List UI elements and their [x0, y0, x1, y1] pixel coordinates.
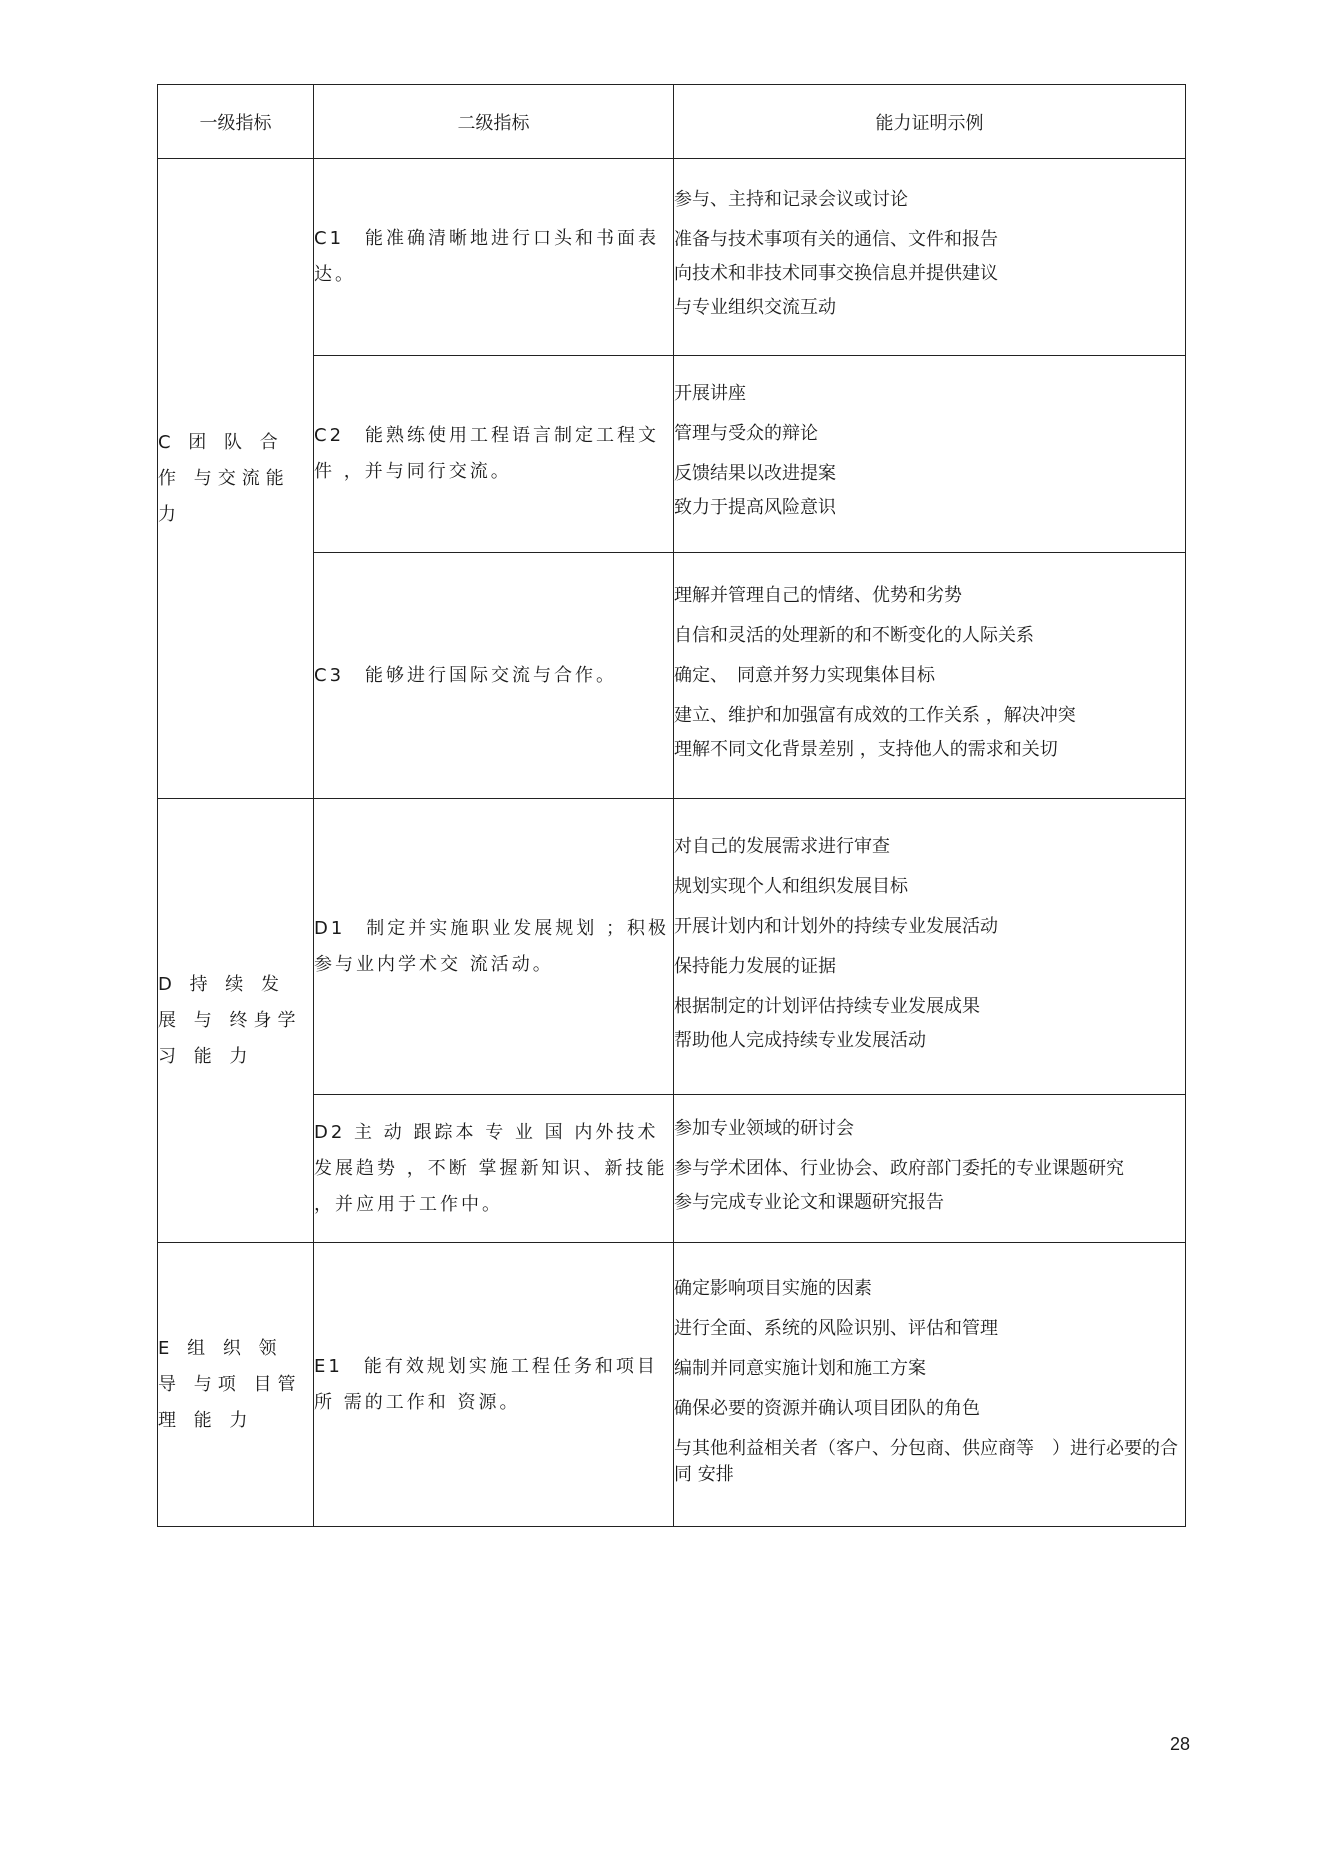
example-line: 致力于提高风险意识 — [674, 497, 836, 518]
table-row — [158, 159, 1186, 356]
example-line: 建立、维护和加强富有成效的工作关系 ，解决冲突 — [674, 704, 1076, 726]
level2-cell-d1: D1 制定并实施职业发展规划 ；积极参与业内学术交 流活动。 — [314, 799, 674, 1095]
level2-cell-c1: C1 能准确清晰地进行口头和书面表达。 — [314, 159, 674, 356]
example-line: 理解不同文化背景差别 ，支持他人的需求和关切 — [674, 738, 1058, 760]
table-header-row — [158, 85, 1186, 159]
example-line: 向技术和非技术同事交换信息并提供建议 — [674, 263, 998, 284]
example-line: 规划实现个人和组织发展目标 — [674, 875, 908, 897]
example-line: 确保必要的资源并确认项目团队的角色 — [674, 1397, 980, 1419]
example-line: 自信和灵活的处理新的和不断变化的人际关系 — [674, 624, 1034, 646]
examples-cell-d2 — [674, 1095, 1186, 1243]
example-line: 编制并同意实施计划和施工方案 — [674, 1357, 926, 1379]
example-line: 开展讲座 — [674, 383, 746, 404]
example-line: 参与学术团体、行业协会、政府部门委托的专业课题研究 — [674, 1157, 1124, 1179]
level2-cell-e1: E1 能有效规划实施工程任务和项目所 需的工作和 资源。 — [314, 1243, 674, 1527]
example-line: 理解并管理自己的情绪、优势和劣势 — [674, 584, 962, 606]
examples-cell-d1 — [674, 799, 1186, 1095]
example-line: 准备与技术事项有关的通信、文件和报告 — [674, 229, 998, 250]
table-row — [158, 799, 1186, 1095]
example-line: 与其他利益相关者（客户、分包商、供应商等 ）进行必要的合同 安排 — [674, 1437, 1178, 1485]
level2-cell-d2: D2 主 动 跟踪本 专 业 国 内外技术发展趋势 ，不断 掌握新知识、新技能 ，并应用于工作中。 — [314, 1095, 674, 1243]
example-line: 与专业组织交流互动 — [674, 297, 836, 318]
example-line: 确定、 同意并努力实现集体目标 — [674, 664, 935, 686]
header-level2: 二级指标 — [314, 85, 674, 159]
example-line: 保持能力发展的证据 — [674, 955, 836, 977]
examples-cell-c2 — [674, 356, 1186, 553]
example-line: 参与完成专业论文和课题研究报告 — [674, 1191, 944, 1213]
example-line: 根据制定的计划评估持续专业发展成果 — [674, 995, 980, 1017]
table-row — [158, 1243, 1186, 1527]
example-line: 进行全面、系统的风险识别、评估和管理 — [674, 1317, 998, 1339]
example-line: 开展计划内和计划外的持续专业发展活动 — [674, 915, 998, 937]
example-line: 管理与受众的辩论 — [674, 423, 818, 444]
level1-cell-c: C 团 队 合 作 与交流能力 — [158, 159, 314, 799]
page-number: 28 — [1170, 1734, 1191, 1754]
example-line: 对自己的发展需求进行审查 — [674, 835, 890, 857]
level1-cell-e: E 组 织 领 导 与项 目管理 能 力 — [158, 1243, 314, 1527]
example-line: 帮助他人完成持续专业发展活动 — [674, 1029, 926, 1051]
examples-cell-e1 — [674, 1243, 1186, 1527]
example-line: 确定影响项目实施的因素 — [674, 1277, 872, 1299]
examples-cell-c3 — [674, 553, 1186, 799]
example-line: 参与、主持和记录会议或讨论 — [674, 189, 908, 210]
example-line: 反馈结果以改进提案 — [674, 463, 836, 484]
level1-cell-d: D 持 续 发 展 与 终身学习 能 力 — [158, 799, 314, 1243]
header-level1: 一级指标 — [158, 85, 314, 159]
competency-table — [157, 84, 1186, 1527]
examples-cell-c1 — [674, 159, 1186, 356]
level2-cell-c3: C3 能够进行国际交流与合作。 — [314, 553, 674, 799]
header-examples: 能力证明示例 — [674, 85, 1186, 159]
level2-cell-c2: C2 能熟练使用工程语言制定工程文件 ，并与同行交流。 — [314, 356, 674, 553]
example-line: 参加专业领域的研讨会 — [674, 1117, 854, 1139]
